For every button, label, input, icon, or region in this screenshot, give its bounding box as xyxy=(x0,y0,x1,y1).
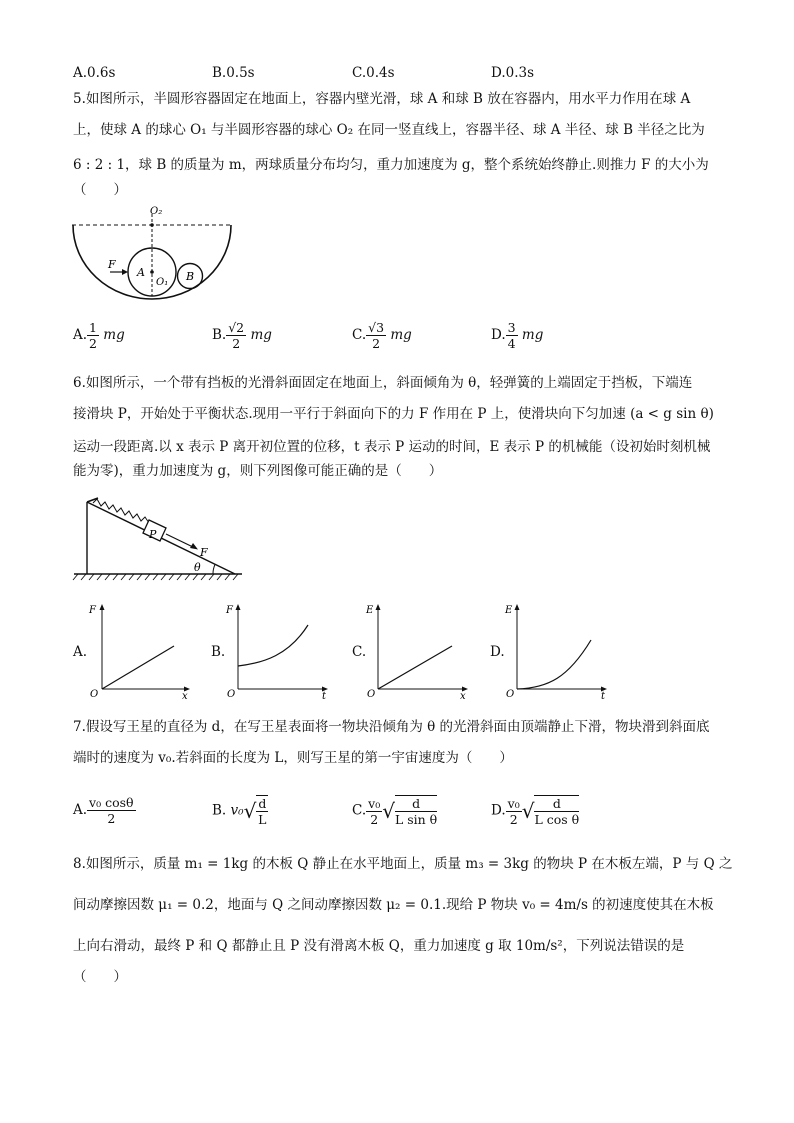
graph-c xyxy=(364,600,474,700)
q5-option-b: B. $\frac{√2}{2}$ mg xyxy=(212,320,272,351)
theta-arc xyxy=(213,565,215,575)
label-f: F xyxy=(108,258,116,271)
q5-option-d: D. $\frac{3}{4}$ mg xyxy=(491,320,544,351)
force-f-arrowhead xyxy=(190,543,198,550)
force-arrowhead xyxy=(122,269,128,275)
q8-line-4: （ ） xyxy=(73,969,127,985)
q6-line-3: 运动一段距离.以 x 表示 P 离开初位置的位移，t 表示 P 运动的时间，E 表示 P 的机械能（设初始时刻机械 xyxy=(73,439,711,455)
label-b: B xyxy=(186,270,195,283)
q4-option-d: D.0.3s xyxy=(491,65,535,81)
svg-text:O: O xyxy=(90,689,99,700)
graph-b-letter: B. xyxy=(211,644,226,660)
q8-line-3: 上向右滑动，最终 P 和 Q 都静止且 P 没有滑离木板 Q，重力加速度 g 取 10m/s²，下列说法错误的是 xyxy=(73,938,685,954)
q8-line-2: 间动摩擦因数 μ₁ = 0.2，地面与 Q 之间动摩擦因数 μ₂ = 0.1.现给 P 物块 v₀ = 4m/s 的初速度使其在木板 xyxy=(73,897,714,913)
graph-c-line xyxy=(378,646,452,689)
q7-line-2: 端时的速度为 v₀.若斜面的长度为 L，则写王星的第一宇宙速度为（ ） xyxy=(73,750,513,766)
svg-text:O: O xyxy=(367,689,376,700)
label-p: P xyxy=(149,528,157,541)
svg-text:t: t xyxy=(601,691,606,700)
svg-text:O: O xyxy=(227,689,236,700)
svg-text:F: F xyxy=(226,605,233,616)
graph-d-curve xyxy=(517,640,591,689)
q5-line-4: （ ） xyxy=(73,182,127,198)
q5-option-a: A. $\frac{1}{2}$ mg xyxy=(73,320,125,351)
graph-c-letter: C. xyxy=(352,644,367,660)
svg-text:F: F xyxy=(89,605,96,616)
q7-option-b: B. v₀√ $\frac{d}{L}$ xyxy=(212,796,267,827)
q5-line-3: 6 : 2 : 1，球 B 的质量为 m，两球质量分布均匀，重力加速度为 g，整个系统始终静止.则推力 F 的大小为 xyxy=(73,157,709,173)
graph-a-line xyxy=(102,646,174,689)
label-theta: θ xyxy=(194,561,201,574)
q4-option-c: C.0.4s xyxy=(352,65,395,81)
q7-line-1: 7.假设写王星的直径为 d，在写王星表面将一物块沿倾角为 θ 的光滑斜面由顶端静止下滑，物块滑到斜面底 xyxy=(73,719,710,735)
svg-text:t: t xyxy=(322,691,327,700)
q5-line-1: 5.如图所示，半圆形容器固定在地面上，容器内壁光滑，球 A 和球 B 放在容器内，用水平力作用在球 A xyxy=(73,91,691,107)
q7-option-d: D. $\frac{\text{v₀}}{2}$ √ $\frac{d}{\text{L cos θ}}$ xyxy=(491,795,580,827)
q5-container-figure xyxy=(70,200,240,308)
ground-hatching xyxy=(73,574,238,580)
q4-option-b: B.0.5s xyxy=(212,65,255,81)
graph-a-letter: A. xyxy=(73,644,88,660)
svg-text:E: E xyxy=(366,605,374,616)
q6-incline-figure xyxy=(70,490,250,582)
svg-text:O: O xyxy=(506,689,515,700)
label-o1: O₁ xyxy=(156,277,169,288)
q8-line-1: 8.如图所示，质量 m₁ = 1kg 的木板 Q 静止在水平地面上，质量 m₃ = 3kg 的物块 P 在木板左端，P 与 Q 之 xyxy=(73,856,733,872)
q5-line-2: 上，使球 A 的球心 O₁ 与半圆形容器的球心 O₂ 在同一竖直线上，容器半径、球 A 半径、球 B 半径之比为 xyxy=(73,122,705,138)
o1-point xyxy=(150,270,154,274)
spring xyxy=(93,499,149,523)
force-f-arrow xyxy=(166,534,195,548)
svg-text:x: x xyxy=(460,691,466,700)
q7-option-c: C. $\frac{\text{v₀}}{2}$ √ $\frac{d}{\text{L sin θ}}$ xyxy=(352,795,438,827)
graph-b xyxy=(224,600,334,700)
graph-b-curve xyxy=(238,625,308,666)
q4-option-a: A.0.6s xyxy=(73,65,116,81)
label-f-incline: F xyxy=(200,546,208,559)
label-a: A xyxy=(137,266,145,279)
q7-option-a: A. $\frac{\text{v₀ cosθ}}{2}$ xyxy=(73,795,134,826)
svg-text:E: E xyxy=(505,605,513,616)
q6-line-4: 能为零)，重力加速度为 g，则下列图像可能正确的是（ ） xyxy=(73,463,443,479)
svg-text:x: x xyxy=(182,691,188,700)
q5-option-c: C. $\frac{√3}{2}$ mg xyxy=(352,320,412,351)
graph-d-letter: D. xyxy=(490,644,505,660)
graph-d xyxy=(503,600,613,700)
label-o2: O₂ xyxy=(150,206,163,217)
graph-a xyxy=(86,600,196,700)
q6-line-2: 接滑块 P，开始处于平衡状态.现用一平行于斜面向下的力 F 作用在 P 上，使滑块向下匀加速 (a < g sin θ) xyxy=(73,406,714,422)
o2-point xyxy=(150,223,154,227)
q6-line-1: 6.如图所示，一个带有挡板的光滑斜面固定在地面上，斜面倾角为 θ，轻弹簧的上端固定于挡板，下端连 xyxy=(73,375,693,391)
